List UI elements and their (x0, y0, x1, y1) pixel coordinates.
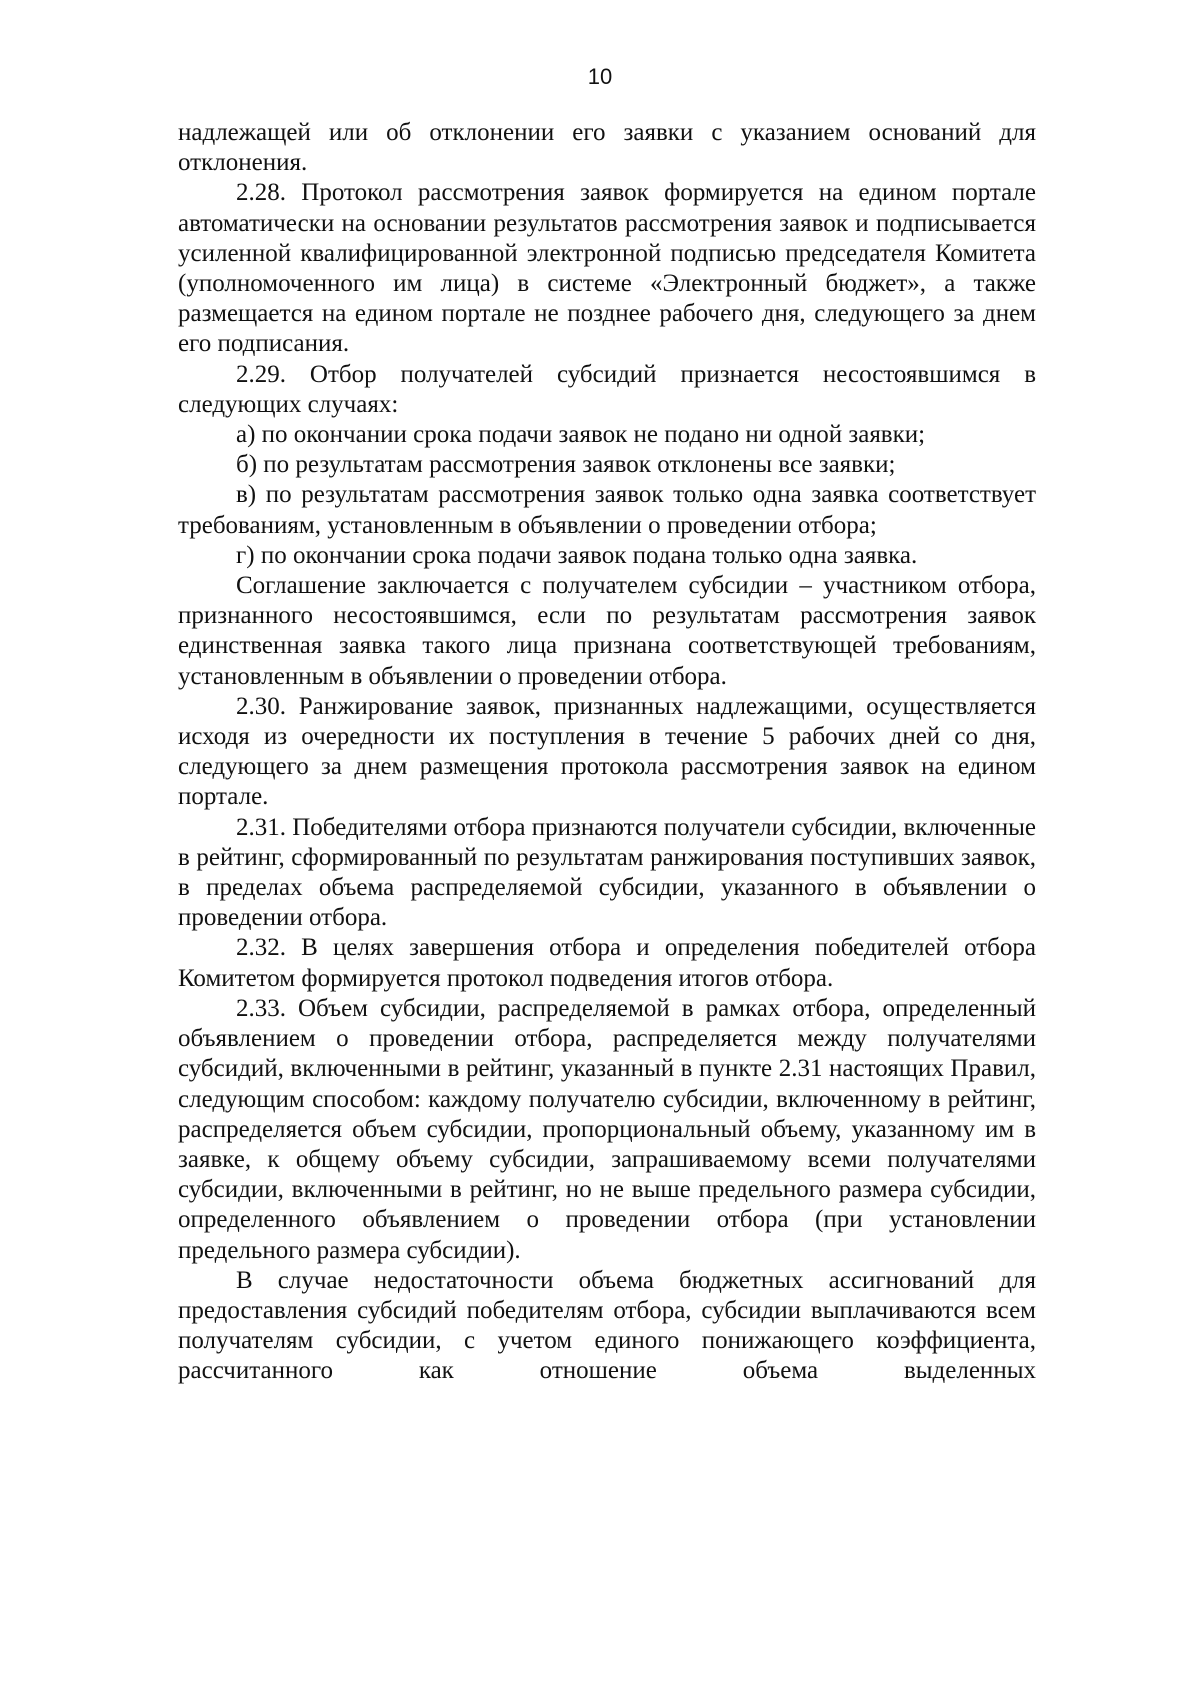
paragraph-2-30: 2.30. Ранжирование заявок, признанных надлежащими, осуществляется исходя из очередности их поступления в течение 5 рабочих дней со дня, следующего за днем размещения протокола рассмотрения заявок на едином портале. (178, 692, 1036, 811)
paragraph-insufficiency: В случае недостаточности объема бюджетных ассигнований для предоставления субсидий победителям отбора, субсидии выплачиваются всем получателям субсидии, с учетом единого понижающего коэффициента, рассчитанного как отношение объема выделенных (178, 1266, 1036, 1385)
list-item-a: а) по окончании срока подачи заявок не подано ни одной заявки; (236, 421, 926, 449)
document-body (178, 118, 1036, 1387)
list-item-g: г) по окончании срока подачи заявок подана только одна заявка. (236, 541, 918, 569)
paragraph-2-33: 2.33. Объем субсидии, распределяемой в рамках отбора, определенный объявлением о проведении отбора, распределяется между получателями субсидий, включенными в рейтинг, указанный в пункте 2.31 настоящих Правил, следующим способом: каждому получателю субсидии, включенному в рейтинг, распределяется объем субсидии, пропорциональный объему, указанному им в заявке, к общему объему субсидии, запрашиваемому всеми получателями субсидии, включенными в рейтинг, но не выше предельного размера субсидии, определенного объявлением о проведении отбора (при установлении предельного размера субсидии). (178, 994, 1036, 1264)
paragraph-2-28: 2.28. Протокол рассмотрения заявок формируется на едином портале автоматически на основании результатов рассмотрения заявок и подписывается усиленной квалифицированной электронной подписью председателя Комитета (уполномоченного им лица) в системе «Электронный бюджет», а также размещается на едином портале не позднее рабочего дня, следующего за днем его подписания. (178, 179, 1036, 358)
paragraph-2-31: 2.31. Победителями отбора признаются получатели субсидии, включенные в рейтинг, сформированный по результатам ранжирования поступивших заявок, в пределах объема распределяемой субсидии, указанного в объявлении о проведении отбора. (178, 813, 1036, 932)
paragraph-agreement: Соглашение заключается с получателем субсидии – участником отбора, признанного несостоявшимся, если по результатам рассмотрения заявок единственная заявка такого лица признана соответствующей требованиям, установленным в объявлении о проведении отбора. (178, 572, 1036, 690)
list-item-v: в) по результатам рассмотрения заявок только одна заявка соответствует требованиям, установленным в объявлении о проведении отбора; (178, 481, 1036, 539)
paragraph-2-32: 2.32. В целях завершения отбора и определения победителей отбора Комитетом формируется протокол подведения итогов отбора. (178, 934, 1036, 992)
paragraph-2-29: 2.29. Отбор получателей субсидий признается несостоявшимся в следующих случаях: (178, 360, 1036, 418)
page-number: 10 (587, 64, 613, 89)
paragraph-continuation: надлежащей или об отклонении его заявки с указанием оснований для отклонения. (178, 119, 1036, 177)
list-item-b: б) по результатам рассмотрения заявок отклонены все заявки; (236, 451, 896, 479)
